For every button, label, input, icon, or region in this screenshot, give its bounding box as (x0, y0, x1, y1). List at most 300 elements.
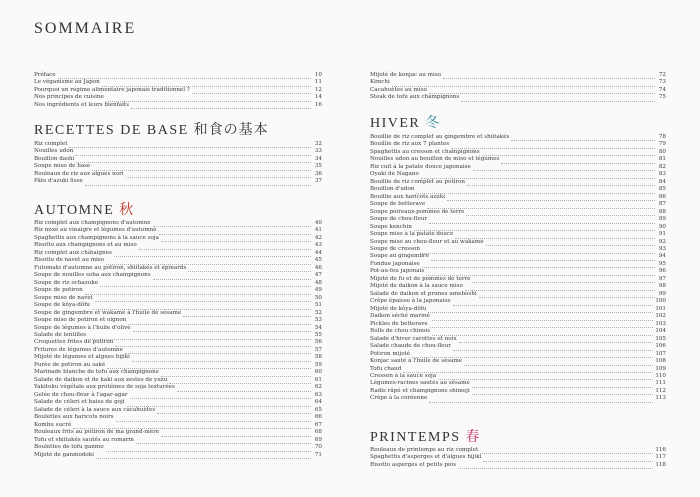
dot-leader (431, 254, 655, 261)
toc-entry (370, 328, 666, 335)
toc-page-number: 65 (314, 406, 322, 413)
toc-entry-title: Soupe de potiron (34, 287, 83, 294)
toc-entry-title: Marinade blanche de tofu aux champignons (34, 369, 159, 376)
toc-entry (34, 280, 322, 287)
toc-page-number: 87 (658, 201, 666, 208)
toc-page-number: 95 (658, 260, 666, 267)
toc-page-number: 48 (314, 279, 322, 286)
base-list (34, 141, 322, 186)
dot-leader (480, 448, 653, 455)
toc-entry-title: Spaghettis d'asperges et d'algues hijiki (370, 454, 482, 461)
section-heading-printemps (370, 426, 481, 446)
toc-entry-title: Salade de daikon et de kaki aux zestes de yuzu (34, 376, 168, 383)
toc-entry (370, 447, 666, 454)
toc-entry-title: Soupe de légumes à l'huile d'olive (34, 324, 131, 331)
toc-entry-title: Soupe miso à la patate douce (370, 231, 454, 238)
toc-page-number: 44 (314, 249, 322, 256)
toc-entry-title: Riz cuit à la patate douce japonaise (370, 163, 471, 170)
toc-entry-title: Soupe de cresson (370, 246, 420, 253)
toc-page-number: 94 (658, 253, 666, 260)
dot-leader (464, 359, 653, 366)
toc-entry (34, 79, 322, 86)
toc-page-number: 84 (658, 178, 666, 185)
toc-page-number: 97 (658, 275, 666, 282)
toc-entry (370, 321, 666, 328)
dot-leader (429, 217, 655, 224)
toc-entry-title: Soupe de nouilles soba aux champignons (34, 272, 151, 279)
section-heading-hiver (370, 112, 440, 132)
toc-entry-title: Tofu chaud (370, 365, 402, 372)
toc-page-number: 113 (655, 395, 666, 402)
toc-entry-title: Steak de tofu aux champignons (370, 94, 460, 101)
dot-leader (76, 157, 311, 164)
toc-entry-title: Riz complet aux châtaignes (34, 249, 112, 256)
continued-list (370, 72, 666, 102)
toc-page-number: 79 (658, 141, 666, 148)
toc-entry-title: Bouillie aux haricots azuki (370, 193, 446, 200)
toc-entry (34, 354, 322, 361)
dot-leader (153, 273, 311, 280)
dot-leader (428, 307, 653, 314)
toc-entry (34, 148, 322, 155)
toc-entry-title: Soupe au gingembre (370, 253, 429, 260)
dot-leader (116, 415, 311, 422)
toc-entry-title: Soupe miso de base (34, 163, 91, 170)
section-title: PRINTEMPS (370, 430, 461, 445)
toc-entry-title: Bouillie de riz complet au gingembre et shiitakés (370, 133, 510, 140)
toc-entry (34, 178, 322, 185)
toc-entry (370, 194, 666, 201)
toc-page-number: 14 (314, 94, 322, 101)
dot-leader (430, 322, 654, 329)
dot-leader (106, 95, 311, 102)
dot-leader (157, 408, 311, 415)
dot-leader (114, 251, 311, 258)
dot-leader (85, 288, 311, 295)
dot-leader (479, 292, 655, 299)
toc-page-number: 36 (314, 170, 322, 177)
toc-page-number: 52 (314, 309, 322, 316)
toc-entry (34, 452, 322, 459)
toc-entry-title: Salade de céleri et baies de goji (34, 399, 125, 406)
toc-entry-title: Spaghettis aux champignons à la sauce soja (34, 234, 159, 241)
dot-leader (455, 232, 655, 239)
toc-page-number: 59 (314, 361, 322, 368)
dot-leader (466, 210, 655, 217)
toc-entry (370, 454, 666, 461)
dot-leader (159, 228, 311, 235)
dot-leader (453, 344, 653, 351)
section-title: HIVER (370, 116, 421, 131)
toc-entry-title: Mijoté de kôya-dôfu (370, 305, 427, 312)
toc-page-number: 85 (658, 186, 666, 193)
toc-page-number: 89 (658, 216, 666, 223)
dot-leader (153, 221, 311, 228)
toc-entry-title: Soupe miso de potiron et oignon (34, 317, 127, 324)
dot-leader (432, 314, 654, 321)
toc-entry-title: Salade de céleri à la sauce aux cacahuètes (34, 406, 156, 413)
toc-page-number: 116 (655, 446, 666, 453)
toc-entry-title: Cacahuètes au miso (370, 86, 427, 93)
toc-entry (34, 444, 322, 451)
dot-leader (177, 385, 311, 392)
toc-entry-title: Pot-au-feu japonais (370, 268, 425, 275)
toc-entry-title: Purée de potiron au saké (34, 361, 106, 368)
toc-page-number: 62 (314, 384, 322, 391)
toc-entry-title: Bouillon d'udon (370, 186, 415, 193)
toc-page-number: 100 (655, 298, 666, 305)
toc-entry-title: Nouilles udon au bouillon de miso et légumes (370, 156, 500, 163)
toc-entry-title: Rouleaux de printemps au riz complet (370, 446, 479, 453)
toc-entry (370, 254, 666, 261)
dot-leader (106, 445, 311, 452)
toc-page-number: 72 (658, 71, 666, 78)
dot-leader (472, 381, 654, 388)
toc-entry-title: Yakitoku végétale aux protéines de soja texturées (34, 384, 175, 391)
toc-page-number: 32 (314, 140, 322, 147)
toc-page-number: 108 (655, 358, 666, 365)
toc-page-number: 71 (314, 451, 322, 458)
toc-page-number: 86 (658, 193, 666, 200)
dot-leader (473, 165, 655, 172)
toc-entry-title: Soupe poireaux-pommes de terre (370, 208, 465, 215)
toc-entry-title: Soupe de kôya-dôfu (34, 302, 90, 309)
toc-entry (34, 310, 322, 317)
toc-page-number: 46 (314, 264, 322, 271)
toc-page-number: 105 (655, 335, 666, 342)
toc-page-number: 111 (655, 380, 666, 387)
dot-leader (188, 266, 311, 273)
dot-leader (69, 142, 311, 149)
toc-page-number: 50 (314, 294, 322, 301)
toc-page-number: 81 (658, 156, 666, 163)
dot-leader (115, 340, 311, 347)
toc-entry-title: Le véganisme au Japon (34, 79, 100, 86)
toc-entry-title: Tofu et shiitakés sautés au romarin (34, 436, 134, 443)
toc-entry-title: Futomaki d'automne au potiron, shiitakés et épinards (34, 264, 187, 271)
toc-entry (34, 332, 322, 339)
toc-page-number: 33 (314, 148, 322, 155)
dot-leader (100, 281, 311, 288)
toc-page-number: 112 (655, 387, 666, 394)
dot-leader (467, 180, 655, 187)
toc-page-number: 74 (658, 86, 666, 93)
toc-entry (370, 231, 666, 238)
dot-leader (131, 103, 311, 110)
toc-page-number: 104 (655, 328, 666, 335)
toc-entry (370, 313, 666, 320)
toc-entry-title: Pâte d'azuki lisse (34, 178, 83, 185)
toc-entry-title: Spaghettis au cresson et champignons (370, 148, 480, 155)
toc-page-number: 41 (314, 227, 322, 234)
toc-page-number: 61 (314, 376, 322, 383)
toc-page-number: 10 (314, 71, 322, 78)
toc-page-number: 69 (314, 436, 322, 443)
toc-entry (370, 239, 666, 246)
toc-entry-title: Croquettes frites de potiron (34, 339, 114, 346)
toc-entry-title: Bouillie de riz aux 7 plantes (370, 141, 450, 148)
printemps-list (370, 447, 666, 469)
toc-entry-title: Oyaki de Nagano (370, 171, 419, 178)
dot-leader (429, 88, 655, 95)
toc-page-number: 11 (314, 79, 322, 86)
section-heading-base (34, 119, 269, 139)
toc-entry (34, 227, 322, 234)
dot-leader (453, 299, 654, 306)
dot-leader (192, 88, 311, 95)
dot-leader (130, 393, 311, 400)
toc-entry-title: Konjac sauté à l'huile de sésame (370, 358, 463, 365)
toc-entry-title: Riz mixé au vinaigre et légumes d'automne (34, 227, 157, 234)
toc-entry-title: Soupe de gingembre et wakamé à l'huile de sésame (34, 309, 182, 316)
dot-leader (128, 318, 311, 325)
toc-entry-title: Soupe miso au chou-fleur et au wakamé (370, 238, 484, 245)
dot-leader (432, 329, 653, 336)
toc-entry-title: Mijoté de légumes et algues hijiki (34, 354, 130, 361)
toc-page-number: 109 (655, 365, 666, 372)
toc-entry (370, 216, 666, 223)
section-title: RECETTES DE BASE (34, 123, 189, 138)
toc-page-number: 98 (658, 283, 666, 290)
toc-entry (370, 366, 666, 373)
section-kanji: 冬 (425, 116, 441, 131)
toc-entry (34, 235, 322, 242)
toc-entry (370, 87, 666, 94)
toc-page-number: 80 (658, 148, 666, 155)
dot-leader (169, 378, 311, 385)
dot-leader (458, 463, 653, 470)
toc-entry (34, 141, 322, 148)
toc-page-number: 43 (314, 242, 322, 249)
toc-page-number: 82 (658, 163, 666, 170)
toc-entry (34, 340, 322, 347)
dot-leader (92, 164, 311, 171)
toc-entry-title: Risotto de navet au miso (34, 257, 105, 264)
toc-entry-title: Mijoté de konjac au miso (370, 71, 442, 78)
toc-entry-title: Soupe miso de navet (34, 294, 93, 301)
toc-entry-title: Daikon séché mariné (370, 313, 430, 320)
toc-page-number: 92 (658, 238, 666, 245)
dot-leader (422, 262, 655, 269)
toc-entry-title: Riz complet (34, 140, 68, 147)
toc-page-number: 63 (314, 391, 322, 398)
dot-leader (501, 157, 655, 164)
toc-entry-title: Risotto asperges et petits pois (370, 461, 456, 468)
toc-page-number: 64 (314, 399, 322, 406)
toc-entry (370, 395, 666, 402)
dot-leader (95, 296, 311, 303)
toc-entry (370, 358, 666, 365)
toc-page-number: 34 (314, 155, 322, 162)
toc-page-number: 40 (314, 219, 322, 226)
toc-entry-title: Mijoté de daikon à la sauce miso (370, 283, 463, 290)
toc-entry (370, 268, 666, 275)
toc-page-number: 16 (314, 101, 322, 108)
toc-entry-title: Salade chaude de chou-fleur (370, 343, 451, 350)
toc-page-number: 57 (314, 346, 322, 353)
toc-entry-title: Riz complet aux champignons d'automne (34, 219, 151, 226)
toc-entry (370, 246, 666, 253)
dot-leader (451, 142, 655, 149)
toc-entry (370, 134, 666, 141)
toc-page-number: 12 (314, 86, 322, 93)
toc-page-number: 117 (655, 454, 666, 461)
dot-leader (482, 150, 655, 157)
dot-leader (443, 73, 655, 80)
dot-leader (88, 333, 311, 340)
toc-entry (34, 257, 322, 264)
section-kanji: 和食の基本 (193, 123, 269, 138)
toc-page-number: 49 (314, 287, 322, 294)
toc-entry-title: Crêpe épaisse à la japonaise (370, 298, 451, 305)
toc-entry-title: Mijoté de fu et de pommes de terre (370, 275, 471, 282)
toc-entry (370, 201, 666, 208)
dot-leader (133, 325, 311, 332)
toc-entry (34, 87, 322, 94)
toc-entry (370, 171, 666, 178)
toc-entry (34, 265, 322, 272)
intro-list (34, 72, 322, 109)
toc-page-number: 101 (655, 305, 666, 312)
toc-entry (370, 79, 666, 86)
toc-entry-title: Bouillon dashi (34, 155, 75, 162)
toc-page-number: 56 (314, 339, 322, 346)
dot-leader (403, 366, 653, 373)
toc-entry (34, 317, 322, 324)
dot-leader (438, 374, 653, 381)
toc-page-number: 110 (655, 372, 666, 379)
dot-leader (132, 355, 311, 362)
dot-leader (392, 80, 655, 87)
toc-entry (34, 302, 322, 309)
toc-entry-title: Kombu sucré (34, 421, 72, 428)
section-title: AUTOMNE (34, 203, 115, 218)
dot-leader (465, 284, 655, 291)
toc-entry (34, 369, 322, 376)
toc-entry-title: Mijoté de ganmodoki (34, 451, 94, 458)
toc-entry (34, 414, 322, 421)
toc-entry (34, 156, 322, 163)
toc-entry-title: Bouillie de riz complet au potiron (370, 178, 466, 185)
toc-entry-title: Risotto aux champignons et au miso (34, 242, 137, 249)
toc-page-number: 73 (658, 79, 666, 86)
toc-entry (34, 250, 322, 257)
dot-leader (96, 452, 311, 459)
dot-leader (459, 337, 654, 344)
section-kanji: 春 (465, 430, 481, 445)
toc-entry (370, 261, 666, 268)
dot-leader (416, 187, 655, 194)
toc-entry (34, 407, 322, 414)
toc-page-number: 60 (314, 369, 322, 376)
dot-leader (139, 243, 311, 250)
toc-page-number: 68 (314, 429, 322, 436)
toc-page-number: 91 (658, 231, 666, 238)
toc-entry (370, 164, 666, 171)
automne-list (34, 220, 322, 459)
toc-entry-title: Fritures de légumes d'automne (34, 346, 123, 353)
dot-leader (461, 95, 655, 102)
toc-page-number: 83 (658, 171, 666, 178)
toc-entry-title: Salade de daikon et prunes umeboshi (370, 290, 477, 297)
toc-entry (34, 94, 322, 101)
toc-entry (370, 351, 666, 358)
toc-entry (34, 272, 322, 279)
dot-leader (429, 396, 653, 403)
toc-entry-title: Soupe de riz ochazuke (34, 279, 99, 286)
toc-entry (370, 72, 666, 79)
toc-entry-title: Nouilles udon (34, 148, 74, 155)
toc-page-number: 51 (314, 302, 322, 309)
toc-page-number: 45 (314, 257, 322, 264)
toc-page-number: 75 (658, 94, 666, 101)
page-title: SOMMAIRE (34, 20, 137, 37)
toc-entry-title: Salade d'hiver carottes et noix (370, 335, 457, 342)
toc-entry (370, 209, 666, 216)
toc-page-number: 102 (655, 313, 666, 320)
toc-entry (34, 242, 322, 249)
toc-entry-title: Rolls de chou chinois (370, 328, 431, 335)
toc-entry-title: Salade de lentilles (34, 332, 87, 339)
toc-page-number: 103 (655, 320, 666, 327)
toc-entry (370, 298, 666, 305)
toc-page-number: 70 (314, 444, 322, 451)
dot-leader (161, 370, 311, 377)
dot-leader (472, 389, 654, 396)
toc-entry-title: Soupe de betterave (370, 201, 426, 208)
hiver-list (370, 134, 666, 403)
dot-leader (183, 311, 311, 318)
dot-leader (161, 236, 311, 243)
dot-leader (75, 149, 311, 156)
toc-page-number: 42 (314, 234, 322, 241)
dot-leader (85, 179, 311, 186)
toc-page-number: 37 (314, 178, 322, 185)
toc-entry-title: Nos ingrédients et leurs bienfaits (34, 101, 130, 108)
toc-entry (370, 462, 666, 469)
toc-page-number: 93 (658, 246, 666, 253)
toc-entry (34, 287, 322, 294)
toc-entry-title: Cresson à la sauce soja (370, 372, 437, 379)
toc-entry (370, 224, 666, 231)
toc-entry-title: Soupe de chou-fleur (370, 216, 428, 223)
dot-leader (447, 195, 655, 202)
toc-entry-title: Rouleaux de riz aux algues nori (34, 170, 124, 177)
toc-entry-title: Pourquoi un régime alimentaire japonais traditionnel ? (34, 86, 190, 93)
dot-leader (126, 172, 311, 179)
toc-page-number: 106 (655, 343, 666, 350)
toc-entry (34, 429, 322, 436)
toc-entry-title: Gelée de chou-fleur à l'agar-agar (34, 391, 128, 398)
section-heading-automne (34, 199, 134, 219)
dot-leader (472, 277, 655, 284)
toc-entry (34, 399, 322, 406)
toc-entry (34, 102, 322, 109)
toc-page-number: 47 (314, 272, 322, 279)
toc-page-number: 78 (658, 133, 666, 140)
toc-page-number: 54 (314, 324, 322, 331)
toc-entry-title: Boulettes de tofu ganmo (34, 444, 104, 451)
dot-leader (483, 455, 653, 462)
toc-page-number: 58 (314, 354, 322, 361)
toc-entry (34, 422, 322, 429)
toc-entry (34, 325, 322, 332)
dot-leader (125, 348, 311, 355)
toc-entry-title: Pickles de betterave (370, 320, 428, 327)
toc-page-number: 99 (658, 290, 666, 297)
dot-leader (486, 239, 655, 246)
dot-leader (161, 430, 311, 437)
